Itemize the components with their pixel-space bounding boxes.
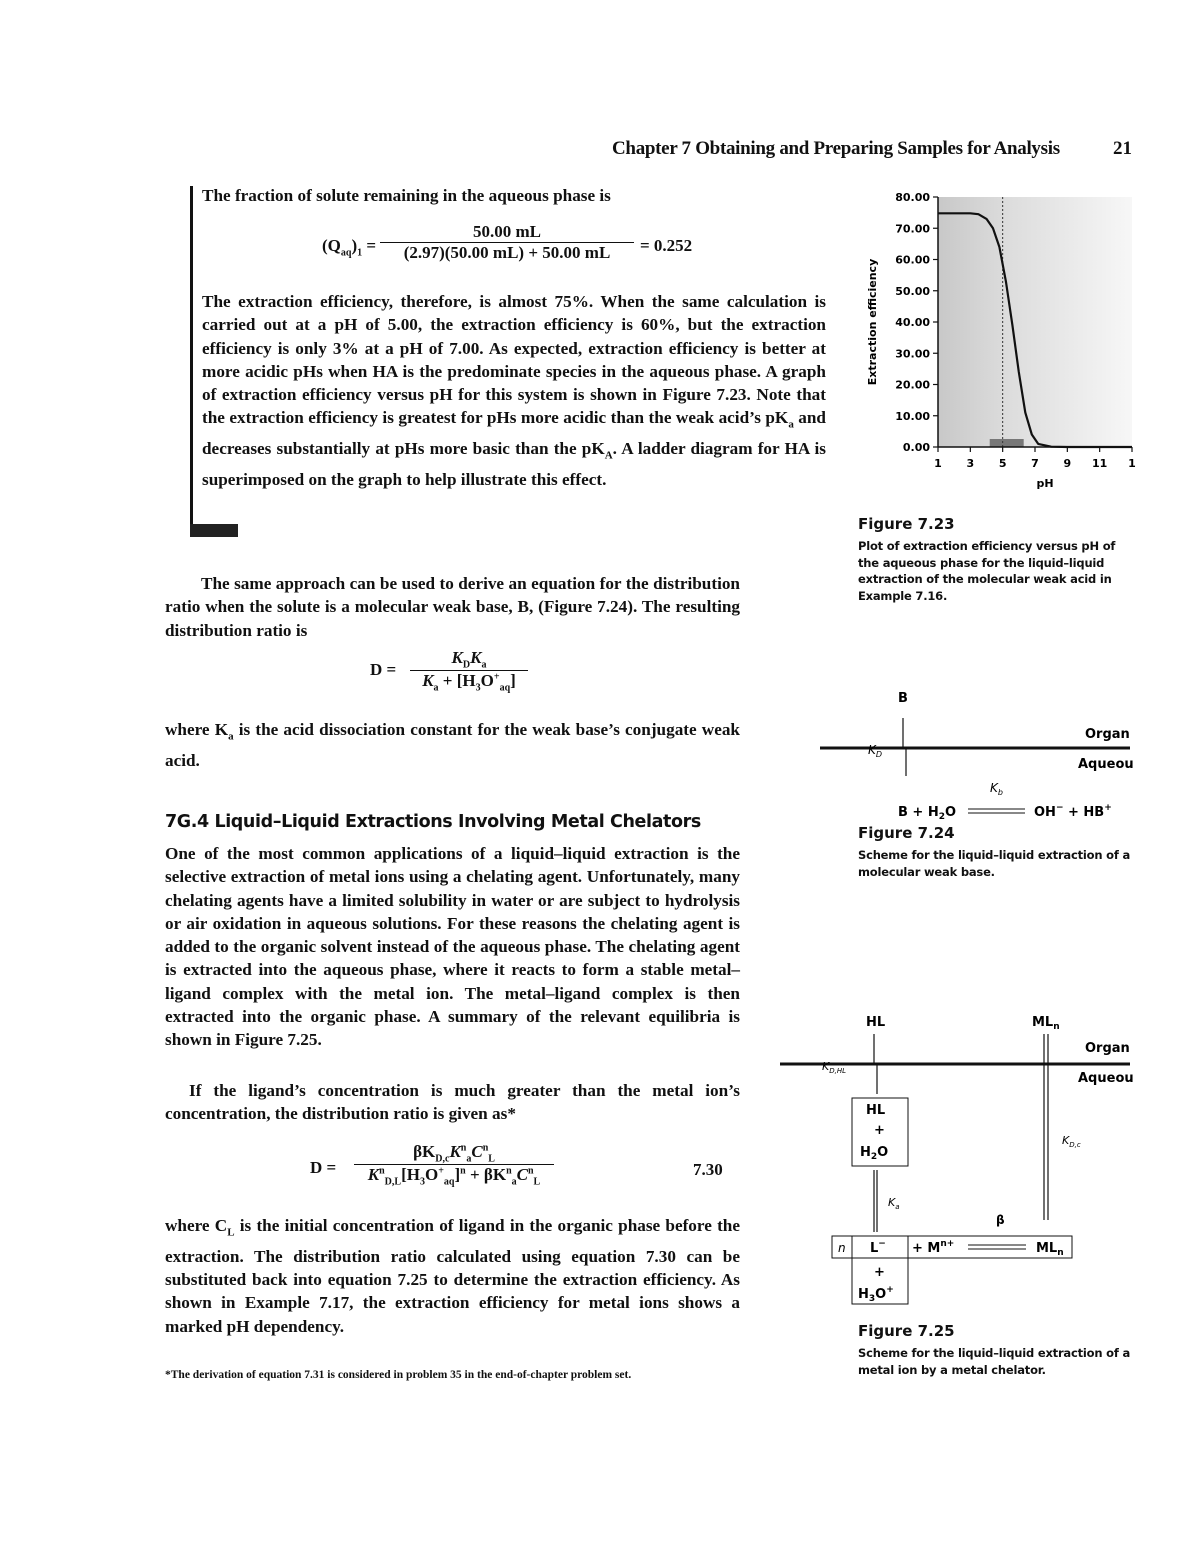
y-tick-label: 30.00 xyxy=(895,347,930,361)
x-tick-label: 11 xyxy=(1092,457,1108,470)
plot-background xyxy=(938,197,1132,447)
fig25-label-ka: $K_a$ xyxy=(888,1196,900,1211)
x-tick-label: 1 xyxy=(934,457,942,470)
eq-q-lhs: $(Q_{aq})_1$ = xyxy=(322,236,377,259)
eq-d2-lhs: D = xyxy=(310,1158,337,1177)
equation-d-metal-chelate xyxy=(310,1142,570,1202)
y-tick-label: 0.00 xyxy=(902,441,930,454)
page-number: 21 xyxy=(1113,138,1132,159)
eq-q-numerator: 50.00 mL xyxy=(473,222,541,241)
y-axis-label: Extraction efficiency xyxy=(866,258,879,386)
metal-chelator-paragraph: One of the most common applications of a liquid–liquid extraction is the selective extraction of metal ions using a chelating agent. Unfortunately, many chelating agents have a limited solubility in water or are subject to hydrolysis or air oxidation in aqueous solutions. For these reasons the chelating agent is added to the organic solvent instead of the aqueous phase. The chelating agent is extracted into the aqueous phase, where it reacts to form a stable metal–ligand complex with the metal ion. The metal–ligand complex is then extracted into the organic phase. A summary of the relevant equilibria is shown in Figure 7.25. xyxy=(165,844,740,1050)
x-tick-label: 1 xyxy=(1128,457,1136,470)
y-tick-label: 50.00 xyxy=(895,284,930,298)
fig25-box-plus2: + xyxy=(874,1265,885,1280)
section-heading: 7G.4 Liquid–Liquid Extractions Involving Metal Chelators xyxy=(165,812,701,832)
fig25-label-beta: β xyxy=(996,1213,1005,1227)
figure-7-24-title: Figure 7.24 xyxy=(858,824,955,842)
fig25-row-plus-m: + $M^{n+}$ xyxy=(912,1239,955,1256)
eq-q-fraction xyxy=(380,222,634,263)
fig25-box-h3o: $H_3O^+$ xyxy=(858,1285,894,1304)
fig24-label-aqueous: Aqueou xyxy=(1078,757,1134,772)
eq-d1-fraction xyxy=(410,648,528,694)
same-approach-paragraph: The same approach can be used to derive an equation for the distribution ratio when the solute is a molecular weak base, B, (Figure 7.24). The resulting distribution ratio is xyxy=(165,574,740,640)
y-tick-label: 80.00 xyxy=(895,191,930,204)
y-tick-label: 40.00 xyxy=(895,316,930,329)
ligand-paragraph: If the ligand’s concentration is much greater than the metal ion’s concentration, the distribution ratio is given as* xyxy=(165,1081,740,1124)
eq-d2-denominator: $K^n_{D,L}[H_3O^+_{aq}]^n + \beta K^n_aC^n_L$ xyxy=(367,1165,541,1188)
weak-base-scheme xyxy=(820,688,1140,778)
fig25-label-aqueous: Aqueou xyxy=(1078,1071,1134,1086)
eq-q-denominator: (2.97)(50.00 mL) + 50.00 mL xyxy=(403,243,611,262)
x-tick-label: 9 xyxy=(1063,457,1072,470)
eq-d1-denominator: $K_a + [H_3O^+_{aq}]$ xyxy=(422,671,516,694)
x-tick-label: 5 xyxy=(998,457,1007,470)
extraction-efficiency-chart xyxy=(850,185,1135,505)
figure-7-23-title: Figure 7.23 xyxy=(858,515,955,533)
fig25-label-kdhl: $K_{D,HL}$ xyxy=(822,1060,846,1075)
fig25-label-mln-top: $ML_n$ xyxy=(1032,1015,1060,1032)
x-tick-label: 7 xyxy=(1031,457,1039,470)
where-cl-paragraph: where $C_L$ is the initial concentration of ligand in the organic phase before the extraction. The distribution ratio calculated using equation 7.30 can be substituted back into equation 7.25 to determine the extraction efficiency. As shown in Example 7.17, the extraction efficiency for metal ions shows a marked pH dependency. xyxy=(165,1216,740,1336)
fig25-box-h2o: $H_2O$ xyxy=(860,1145,889,1162)
y-tick-label: 70.00 xyxy=(895,222,930,236)
y-tick-label: 60.00 xyxy=(895,253,930,267)
equation-number: 7.30 xyxy=(693,1160,723,1179)
fig25-row-n: n xyxy=(838,1241,846,1255)
fig25-label-kdc: $K_{D,c}$ xyxy=(1062,1134,1081,1149)
x-axis-label: pH xyxy=(1036,477,1054,490)
figure-7-25-title: Figure 7.25 xyxy=(858,1322,955,1340)
fig24-label-kb: $K_b$ xyxy=(990,781,1003,797)
fig25-label-organic: Organ xyxy=(1085,1041,1130,1056)
eq-d2-fraction xyxy=(354,1142,554,1188)
y-tick-label: 20.00 xyxy=(895,378,930,392)
eq-d2-numerator: $\beta K_{D,c}K^n_aC^n_L$ xyxy=(413,1142,495,1165)
fraction-intro: The fraction of solute remaining in the aqueous phase is xyxy=(202,186,611,205)
fig24-label-kd: $K_D$ xyxy=(868,743,883,759)
fig24-label-b: B xyxy=(898,691,908,706)
eq-d1-lhs: D = xyxy=(370,660,397,679)
fig25-box-plus1: + xyxy=(874,1123,885,1138)
weak-base-reaction xyxy=(820,776,1140,826)
eq-q-result: = 0.252 xyxy=(640,236,693,255)
y-tick-label: 10.00 xyxy=(895,409,930,423)
fig25-label-hl-top: HL xyxy=(866,1015,886,1030)
efficiency-paragraph: The extraction efficiency, therefore, is almost 75%. When the same calculation is carried out at a pH of 5.00, the extraction efficiency is 60%, but the extraction efficiency is only 3% at a pH of 7.00. As expected, extraction efficiency is better at more acidic pHs when HA is the predominate species in the aqueous phase. A graph of extraction efficiency versus pH for this system is shown in Figure 7.23. Note that the extraction efficiency is greatest for pHs more acidic than the weak acid’s $pK_a$ and decreases substantially at pHs more basic than the $pK_A$. A ladder diagram for HA is superimposed on the graph to help illustrate this effect. xyxy=(202,292,826,489)
footnote: *The derivation of equation 7.31 is considered in problem 35 in the end-of-chapter problem set. xyxy=(165,1369,632,1381)
fig24-reaction-right: OH− + HB+ xyxy=(1034,803,1112,820)
equation-q-aq xyxy=(322,222,742,278)
figure-7-24-caption: Scheme for the liquid–liquid extraction of a molecular weak base. xyxy=(858,848,1131,879)
fig24-reaction-left: $B + H_2O$ xyxy=(898,805,957,822)
example-rule xyxy=(190,186,193,524)
ladder-band xyxy=(990,439,1024,447)
fig25-box-hl: HL xyxy=(866,1103,886,1118)
example-end-marker xyxy=(190,524,238,537)
eq-d1-numerator: $K_DK_a$ xyxy=(451,648,487,671)
running-head: Chapter 7 Obtaining and Preparing Samples for Analysis xyxy=(612,138,1060,159)
where-ka-paragraph: where $K_a$ is the acid dissociation constant for the weak base’s conjugate weak acid. xyxy=(165,720,740,770)
fig24-label-organic: Organ xyxy=(1085,727,1130,742)
fig25-row-l: L− xyxy=(870,1239,886,1256)
equation-d-weak-base xyxy=(370,648,570,704)
metal-chelator-scheme xyxy=(780,1010,1140,1310)
x-tick-label: 3 xyxy=(966,457,975,470)
fig25-row-mln: $ML_n$ xyxy=(1036,1241,1064,1258)
figure-7-25-caption: Scheme for the liquid–liquid extraction of a metal ion by a metal chelator. xyxy=(858,1346,1131,1377)
figure-7-23-caption: Plot of extraction efficiency versus pH of the aqueous phase for the liquid–liquid extraction of the molecular weak acid in Example 7.16. xyxy=(858,539,1116,603)
